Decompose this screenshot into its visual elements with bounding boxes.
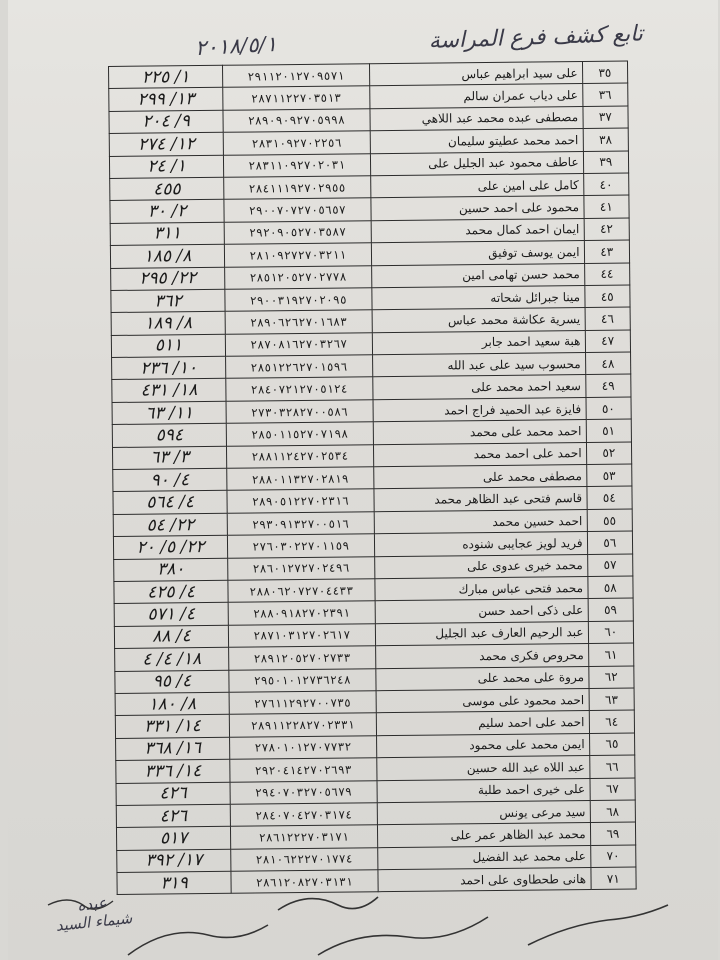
name-cell: احمد حسين محمد <box>374 509 587 534</box>
handwritten-note-cell: ٢٢/ ٥/ ٢٠ <box>113 535 227 559</box>
name-cell: محمد فتحى عباس مبارك <box>374 576 587 601</box>
handwritten-note-cell: ٣٦٢ <box>111 289 225 313</box>
national-id-cell: ٢٨٥١٢٠٥٢٧٠٢٧٧٨ <box>225 265 372 289</box>
name-cell: سعيد احمد محمد على <box>372 375 585 400</box>
name-cell: محمود على احمد حسين <box>370 196 583 221</box>
name-cell: احمد محمد على محمد <box>373 420 586 445</box>
name-cell: هانى طحطاوى على احمد <box>377 868 590 893</box>
row-number-cell: ٦١ <box>588 643 634 666</box>
row-number-cell: ٧١ <box>590 867 636 890</box>
row-number-cell: ٤٦ <box>585 307 631 330</box>
national-id-cell: ٢٧٦٠٣٠٢٢٧٠١١٥٩ <box>228 534 375 558</box>
signature-line-2: شيماء السيد <box>54 908 134 935</box>
national-id-cell: ٢٧٦١١٢٩٢٧٠٠٧٣٥ <box>229 691 376 715</box>
scribble-stroke <box>48 900 113 909</box>
name-cell: محمد خيرى عدوى على <box>374 554 587 579</box>
name-cell: ايمن محمد على محمود <box>376 733 589 758</box>
row-number-cell: ٦٠ <box>588 621 634 644</box>
row-number-cell: ٣٨ <box>583 128 629 151</box>
handwritten-note-cell: ٤/ ٥٦٤ <box>113 491 227 515</box>
handwritten-note-cell: ٤/ ٩٠ <box>113 468 227 492</box>
name-cell: احمد على احمد سليم <box>376 711 589 736</box>
name-cell: محمد حسن تهامى امين <box>371 263 584 288</box>
handwritten-note-cell: ١٣/ ٢٩٩ <box>109 88 223 112</box>
row-number-cell: ٥٢ <box>586 442 632 465</box>
row-number-cell: ٥١ <box>586 419 632 442</box>
handwritten-note-cell: ٣١١ <box>110 222 224 246</box>
handwritten-date: ٢٠١٨/٥/١ <box>194 31 278 61</box>
row-number-cell: ٤٠ <box>583 173 629 196</box>
handwritten-note-cell: ٢/ ٣٠ <box>110 200 224 224</box>
national-id-cell: ٢٨٥١٢٢٦٢٧٠١٥٩٦ <box>226 355 373 379</box>
row-number-cell: ٤٨ <box>585 352 631 375</box>
name-cell: قاسم فتحى عبد الظاهر محمد <box>373 487 586 512</box>
name-cell: يسرية عكاشة محمد عباس <box>372 308 585 333</box>
handwritten-note-cell: ١/ ٢٤ <box>109 155 223 179</box>
row-number-cell: ٥٣ <box>586 464 632 487</box>
signature-line-1: عبده <box>76 893 108 915</box>
row-number-cell: ٦٦ <box>589 755 635 778</box>
national-id-cell: ٢٩٥٠١٠١٢٧٣٦٢٤٨ <box>229 668 376 692</box>
name-cell: احمد محمود على موسى <box>376 688 589 713</box>
row-number-cell: ٥٠ <box>586 397 632 420</box>
handwritten-note-cell: ٤/ ٨٨ <box>114 625 228 649</box>
national-id-cell: ٢٨٨٠١١٣٢٧٠٢٨١٩ <box>227 467 374 491</box>
row-number-cell: ٥٩ <box>588 598 634 621</box>
handwritten-note-cell: ١٠/ ٢٣٦ <box>112 356 226 380</box>
scribble-stroke <box>318 917 488 955</box>
handwritten-note-cell: ٤/ ٥٧١ <box>114 603 228 627</box>
name-cell: عاطف محمود عبد الجليل على <box>370 151 583 176</box>
name-cell: هبة سعيد احمد جابر <box>372 330 585 355</box>
name-cell: سيد مرعى يونس <box>377 800 590 825</box>
row-number-cell: ٤٢ <box>584 218 630 241</box>
national-id-cell: ٢٨٧١٠٣١٢٧٠٢٦١٧ <box>228 624 375 648</box>
row-number-cell: ٦٧ <box>590 778 636 801</box>
national-id-cell: ٢٩٠٠٣١٩٢٧٠٢٠٩٥ <box>225 288 372 312</box>
row-number-cell: ٥٨ <box>587 576 633 599</box>
national-id-cell: ٢٩٢٠٤١٤٢٧٠٢٦٩٣ <box>230 758 377 782</box>
handwritten-note-cell: ١٨/ ٤/ ٤ <box>115 647 229 671</box>
national-id-cell: ٢٩٠٠٧٠٧٢٧٠٥٦٥٧ <box>224 198 371 222</box>
national-id-cell: ٢٨٩١٢٠٥٢٧٠٢٧٣٣ <box>229 646 376 670</box>
name-cell: على ذكى احمد حسن <box>375 599 588 624</box>
row-number-cell: ٦٢ <box>588 666 634 689</box>
handwritten-note-cell: ٥١٧ <box>116 827 230 851</box>
handwritten-note-cell: ١٤/ ٣٣١ <box>115 715 229 739</box>
name-cell: محمد عبد الظاهر عمر على <box>377 823 590 848</box>
row-number-cell: ٥٧ <box>587 554 633 577</box>
handwritten-note-cell: ٥١١ <box>111 334 225 358</box>
national-id-cell: ٢٨٤٠٧٠٤٢٧٠٣١٧٤ <box>230 803 377 827</box>
name-cell: احمد محمد عطيتو سليمان <box>370 129 583 154</box>
handwritten-note-cell: ٤٥٥ <box>110 177 224 201</box>
row-number-cell: ٦٥ <box>589 733 635 756</box>
national-id-cell: ٢٨٥٠١١٥٢٧٠٧١٩٨ <box>226 422 373 446</box>
signature-scribbles <box>8 0 718 960</box>
handwritten-note-cell: ٨/ ١٨٠ <box>115 692 229 716</box>
handwritten-note-cell: ١١/ ٦٣ <box>112 401 226 425</box>
national-id-cell: ٢٨١٠٦٢٢٢٧٠١٧٧٤ <box>231 847 378 871</box>
name-cell: على محمد عبد الفضيل <box>377 845 590 870</box>
name-cell: ايمان احمد كمال محمد <box>371 218 584 243</box>
scribble-stroke <box>128 925 268 955</box>
row-number-cell: ٣٥ <box>582 61 628 84</box>
row-number-cell: ٤٤ <box>584 263 630 286</box>
national-id-cell: ٢٨٩١١٢٢٨٢٧٠٢٣٣١ <box>229 713 376 737</box>
handwritten-note-cell: ٤/ ٩٥ <box>115 670 229 694</box>
name-cell: عبد الرحيم العارف عبد الجليل <box>375 621 588 646</box>
national-id-cell: ٢٩١١٢٠١٢٧٠٩٥٧١ <box>223 64 370 88</box>
row-number-cell: ٥٦ <box>587 531 633 554</box>
national-id-cell: ٢٨٨٠٦٢٠٧٢٧٠٤٤٣٣ <box>228 579 375 603</box>
name-cell: مصطفى عبده محمد عبد اللاهي <box>369 106 582 131</box>
name-cell: محروص فكرى محمد <box>375 644 588 669</box>
name-cell: على سيد ابراهيم عباس <box>369 62 582 87</box>
name-cell: كامل على امين على <box>370 173 583 198</box>
name-cell: احمد على احمد محمد <box>373 442 586 467</box>
row-number-cell: ٤١ <box>583 195 629 218</box>
national-id-cell: ٢٨٤١١١٩٢٧٠٢٩٥٥ <box>224 176 371 200</box>
name-cell: مينا جبرائل شحاته <box>371 285 584 310</box>
handwritten-note-cell: ٤/ ٤٢٥ <box>114 580 228 604</box>
national-id-cell: ٢٨٦٠١٢٧٢٧٠٢٤٩٦ <box>228 556 375 580</box>
row-number-cell: ٤٥ <box>584 285 630 308</box>
national-id-cell: ٢٨١٠٩٢٧٢٧٠٣٢١١ <box>224 243 371 267</box>
national-id-cell: ٢٧٨٠١٠١٢٧٠٧٧٣٢ <box>230 735 377 759</box>
national-id-cell: ٢٩٤٠٧٠٣٢٧٠٥٦٧٩ <box>230 780 377 804</box>
name-cell: فريد لويز عجايبى شنوده <box>374 532 587 557</box>
national-id-cell: ٢٨٩٠٩٠٩٢٧٠٥٩٩٨ <box>223 109 370 133</box>
name-cell: ايمن يوسف توفيق <box>371 241 584 266</box>
row-number-cell: ٤٩ <box>585 375 631 398</box>
handwritten-note-cell: ٢٢/ ٢٩٥ <box>111 267 225 291</box>
national-id-cell: ٢٨٩٠٦٢٦٢٧٠١٦٨٣ <box>225 310 372 334</box>
name-cell: على خيرى احمد طلبة <box>376 778 589 803</box>
national-id-cell: ٢٨٦١٢٠٨٢٧٠٣١٣١ <box>231 870 378 894</box>
paper-sheet <box>8 0 718 960</box>
handwritten-note-cell: ٢٢/ ٥٤ <box>113 513 227 537</box>
name-cell: مصطفى محمد على <box>373 465 586 490</box>
scribble-stroke <box>278 897 378 910</box>
handwritten-note-cell: ٨/ ١٨٩ <box>111 312 225 336</box>
row-number-cell: ٦٤ <box>589 710 635 733</box>
national-id-cell: ٢٨٧١١٢٢٧٠٣٥١٣ <box>223 86 370 110</box>
row-number-cell: ٦٩ <box>590 822 636 845</box>
handwritten-note-cell: ٣/ ٦٣ <box>112 446 226 470</box>
handwritten-note-cell: ١٨/ ٤٣١ <box>112 379 226 403</box>
name-cell: محسوب سيد على عبد الله <box>372 353 585 378</box>
row-number-cell: ٧٠ <box>590 845 636 868</box>
row-number-cell: ٣٧ <box>582 106 628 129</box>
name-cell: مروة على محمد على <box>375 666 588 691</box>
scribble-stroke <box>528 905 668 945</box>
name-cell: على دياب عمران سالم <box>369 84 582 109</box>
national-id-cell: ٢٩٢٠٩٠٥٢٧٠٣٥٨٧ <box>224 220 371 244</box>
national-id-cell: ٢٨٤٠٧٢١٢٧٠٥١٢٤ <box>226 377 373 401</box>
handwritten-note-cell: ٣٨٠ <box>114 558 228 582</box>
handwritten-title: تابع كشف فرع المراسة <box>428 21 644 54</box>
row-number-cell: ٣٦ <box>582 83 628 106</box>
row-number-cell: ٥٤ <box>586 486 632 509</box>
handwritten-note-cell: ٤٢٦ <box>116 804 230 828</box>
national-id-cell: ٢٩٣٠٩١٣٢٧٠٠٥١٦ <box>227 512 374 536</box>
handwritten-note-cell: ٣١٩ <box>117 871 231 895</box>
national-id-cell: ٢٨٦١٢٢٢٧٠٣١٧١ <box>231 825 378 849</box>
handwritten-note-cell: ١٦/ ٣٦٨ <box>116 737 230 761</box>
row-number-cell: ٤٧ <box>585 330 631 353</box>
row-number-cell: ٦٨ <box>590 800 636 823</box>
handwritten-note-cell: ١/ ٢٢٥ <box>109 65 223 89</box>
row-number-cell: ٥٥ <box>587 509 633 532</box>
national-id-cell: ٢٨٣١٠٩٢٧٠٢٢٥٦ <box>223 131 370 155</box>
national-id-cell: ٢٨٩٠٥١٢٢٧٠٢٣١٦ <box>227 489 374 513</box>
name-cell: فايزة عبد الحميد فراج احمد <box>373 397 586 422</box>
row-number-cell: ٤٣ <box>584 240 630 263</box>
name-cell: عبد اللاه عبد الله حسين <box>376 756 589 781</box>
handwritten-note-cell: ٤٢٦ <box>116 782 230 806</box>
handwritten-note-cell: ١٢/ ٢٧٤ <box>109 132 223 156</box>
national-id-cell: ٢٨٧٠٨١٦٢٧٠٣٢٦٧ <box>225 332 372 356</box>
row-number-cell: ٦٣ <box>589 688 635 711</box>
national-id-cell: ٢٨٣١١٠٩٢٧٠٢٠٣١ <box>224 153 371 177</box>
national-id-cell: ٢٨٨٠٩١٨٢٧٠٢٣٩١ <box>228 601 375 625</box>
handwritten-note-cell: ١٧/ ٣٩٢ <box>117 849 231 873</box>
national-id-cell: ٢٨٨١١٢٤٢٧٠٢٥٣٤ <box>227 444 374 468</box>
row-number-cell: ٣٩ <box>583 151 629 174</box>
handwritten-note-cell: ٨/ ١٨٥ <box>110 244 224 268</box>
handwritten-note-cell: ٩/ ٢٠٤ <box>109 110 223 134</box>
handwritten-note-cell: ١٤/ ٣٣٦ <box>116 759 230 783</box>
handwritten-note-cell: ٥٩٤ <box>112 424 226 448</box>
national-id-cell: ٢٧٣٠٣٢٨٢٧٠٠٥٨٦ <box>226 400 373 424</box>
